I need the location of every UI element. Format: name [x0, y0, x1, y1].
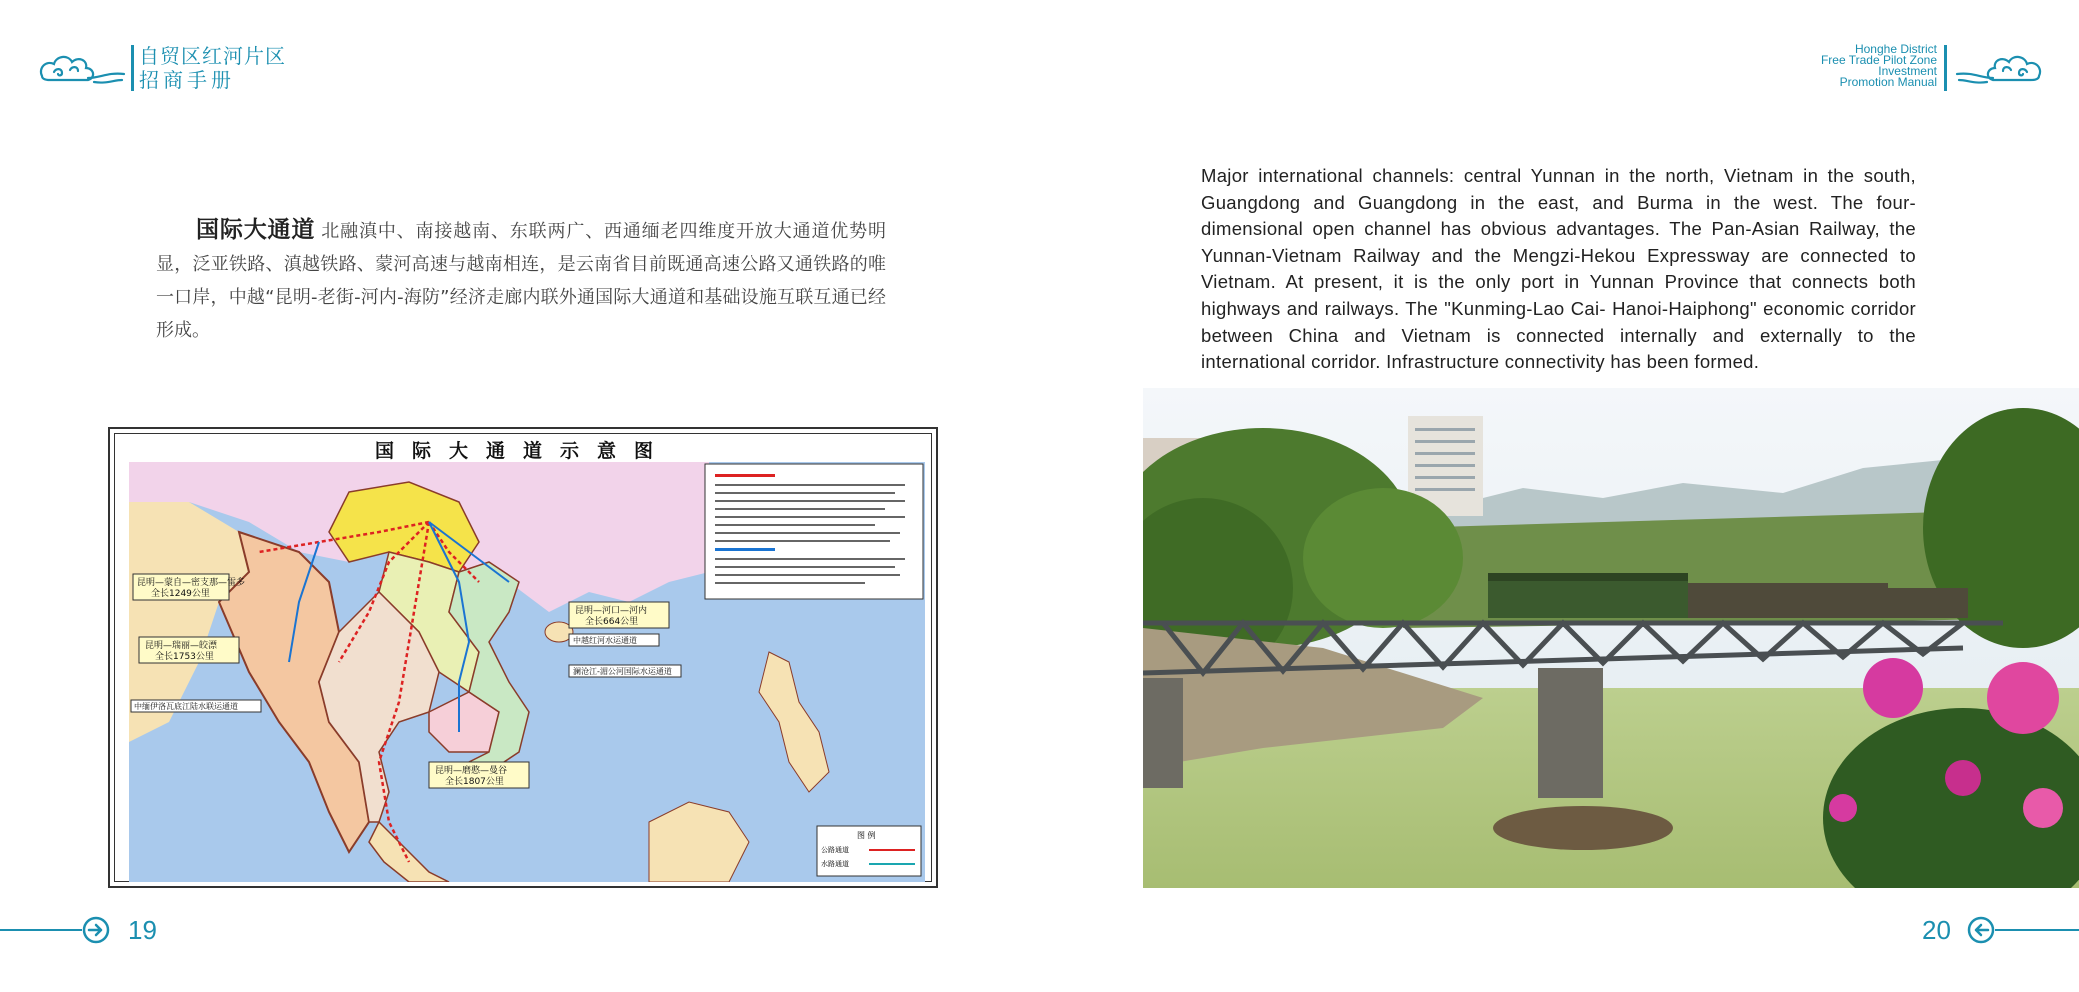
header-divider-right [1944, 45, 1947, 91]
arrow-left-circle-icon[interactable] [1967, 916, 1995, 944]
footer-line-left [0, 929, 82, 931]
callout-2-line2: 全长1753公里 [155, 652, 214, 662]
section-heading: 国际大通道 [196, 217, 316, 243]
footer-line-right [1995, 929, 2079, 931]
cloud-swirl-icon [1955, 48, 2045, 90]
callout-3-line1: 昆明—河口—河内 [575, 606, 648, 616]
callout-4-line2: 全长1807公里 [445, 777, 504, 787]
intro-paragraph-en: Major international channels: central Yunnan in the north, Vietnam in the south, Guangdong and Guangdong in the east, and Burma in the west. The four-dimensional open channel has obvious advantages. The Pan-Asian Railway, the Yunnan-Vietnam Railway and the Mengzi-Hekou Expressway are connected to Vietnam. At present, it is the only port in Yunnan Province that connects both highways and railways. The "Kunming-Lao Cai- Hanoi-Haiphong" economic corridor between China and Vietnam is connected internally and externally to the international corridor. Infrastructure connectivity has been formed. [1201, 165, 1916, 373]
callout-2-line1: 昆明—瑞丽—皎漂 [145, 641, 218, 651]
page-number-right: 20 [1922, 915, 1951, 945]
paragraph-body-cn: 北融滇中、南接越南、东联两广、西通缅老四维度开放大通道优势明显，泛亚铁路、滇越铁路、蒙河高速与越南相连，是云南省目前既通高速公路又通铁路的唯一口岸，中越“昆明-老街-河内-海防”经济走廊内联外通国际大通道和基础设施互联互通已经形成。 [156, 221, 886, 341]
label-irrawaddy: 中缅伊洛瓦底江陆水联运通道 [134, 702, 238, 711]
map-title: 国际大通道示意图 [374, 440, 671, 462]
legend-water: 水路通道 [821, 860, 849, 868]
railway-bridge-photo [1143, 388, 2079, 888]
legend-title: 图 例 [857, 831, 876, 840]
map-inner-border [114, 433, 932, 882]
label-mekong: 澜沧江-湄公河国际水运通道 [573, 667, 672, 676]
header-en-line2: Free Trade Pilot Zone [1820, 53, 1937, 67]
header-en-line3: Investment [1878, 64, 1937, 78]
callout-1-line2: 全长1249公里 [151, 589, 210, 599]
header-title-cn [139, 44, 286, 92]
header-cn-line2: 招商手册 [139, 68, 235, 92]
header-title-en [1821, 44, 1937, 88]
header-divider [131, 45, 134, 91]
arrow-right-circle-icon[interactable] [82, 916, 110, 944]
page-number-left: 19 [128, 915, 157, 945]
cloud-swirl-icon [36, 48, 126, 90]
map-graphic [129, 462, 925, 882]
corridor-map [108, 427, 938, 888]
legend-road: 公路通道 [821, 846, 849, 854]
intro-paragraph-cn [156, 214, 886, 347]
callout-1-line1: 昆明—蒙自—密支那—雷多 [137, 578, 246, 588]
header-en-line1: Honghe District [1854, 42, 1937, 56]
callout-3-line2: 全长664公里 [585, 617, 639, 627]
header-cn-line1: 自贸区红河片区 [139, 44, 286, 68]
label-red-river: 中越红河水运通道 [573, 636, 637, 645]
callout-4-line1: 昆明—磨憨—曼谷 [435, 766, 508, 776]
header-en-line4: Promotion Manual [1839, 75, 1937, 89]
